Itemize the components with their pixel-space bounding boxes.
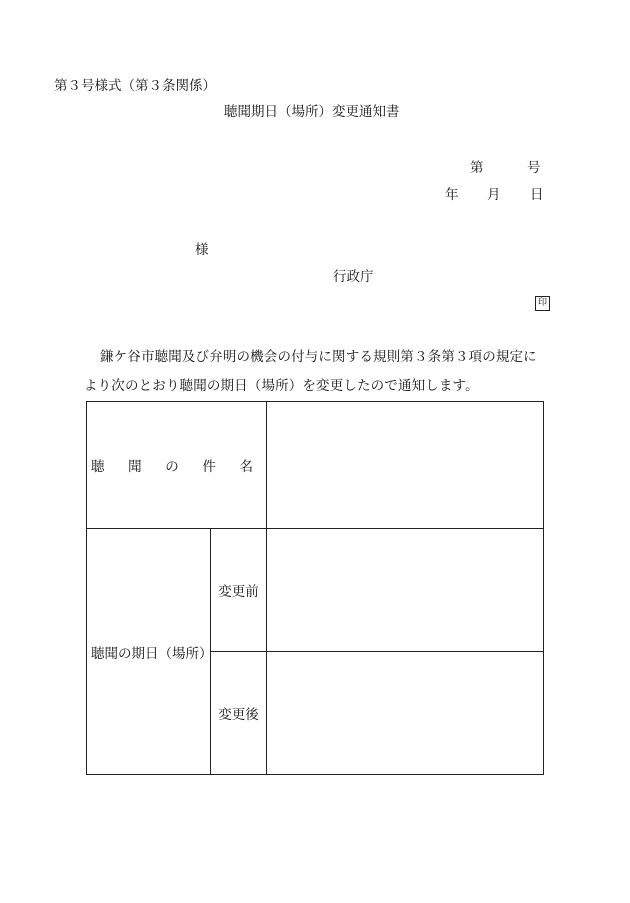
date-day-label: 日 — [530, 187, 544, 203]
hearing-date-label: 聴聞の期日（場所） — [87, 529, 211, 775]
case-name-label: 聴 聞 の 件 名 — [91, 459, 253, 475]
issuer-name: 行政庁 — [333, 269, 374, 285]
case-name-value-cell[interactable] — [267, 402, 544, 529]
after-change-label: 変更後 — [211, 652, 267, 775]
seal-icon: 印 — [535, 296, 550, 311]
case-name-label-cell — [87, 402, 267, 529]
before-change-label: 変更前 — [211, 529, 267, 652]
after-change-value-cell[interactable] — [267, 652, 544, 775]
before-change-value-cell[interactable] — [267, 529, 544, 652]
addressee-honorific: 様 — [195, 242, 209, 258]
body-text-line-1: 鎌ケ谷市聴聞及び弁明の機会の付与に関する規則第３条第３項の規定に — [100, 349, 537, 365]
body-text-line-2: より次のとおり聴聞の期日（場所）を変更したので通知します。 — [84, 378, 479, 394]
form-number: 第３号様式（第３条関係） — [54, 78, 216, 94]
date-month-label: 月 — [487, 187, 501, 203]
document-title: 聴聞期日（場所）変更通知書 — [224, 104, 400, 120]
reference-number-prefix: 第 — [470, 160, 484, 176]
table-row-case-name — [87, 402, 544, 529]
reference-number-suffix: 号 — [527, 160, 541, 176]
table-row-before — [87, 529, 544, 652]
date-year-label: 年 — [445, 187, 459, 203]
notice-form-table — [86, 401, 544, 775]
